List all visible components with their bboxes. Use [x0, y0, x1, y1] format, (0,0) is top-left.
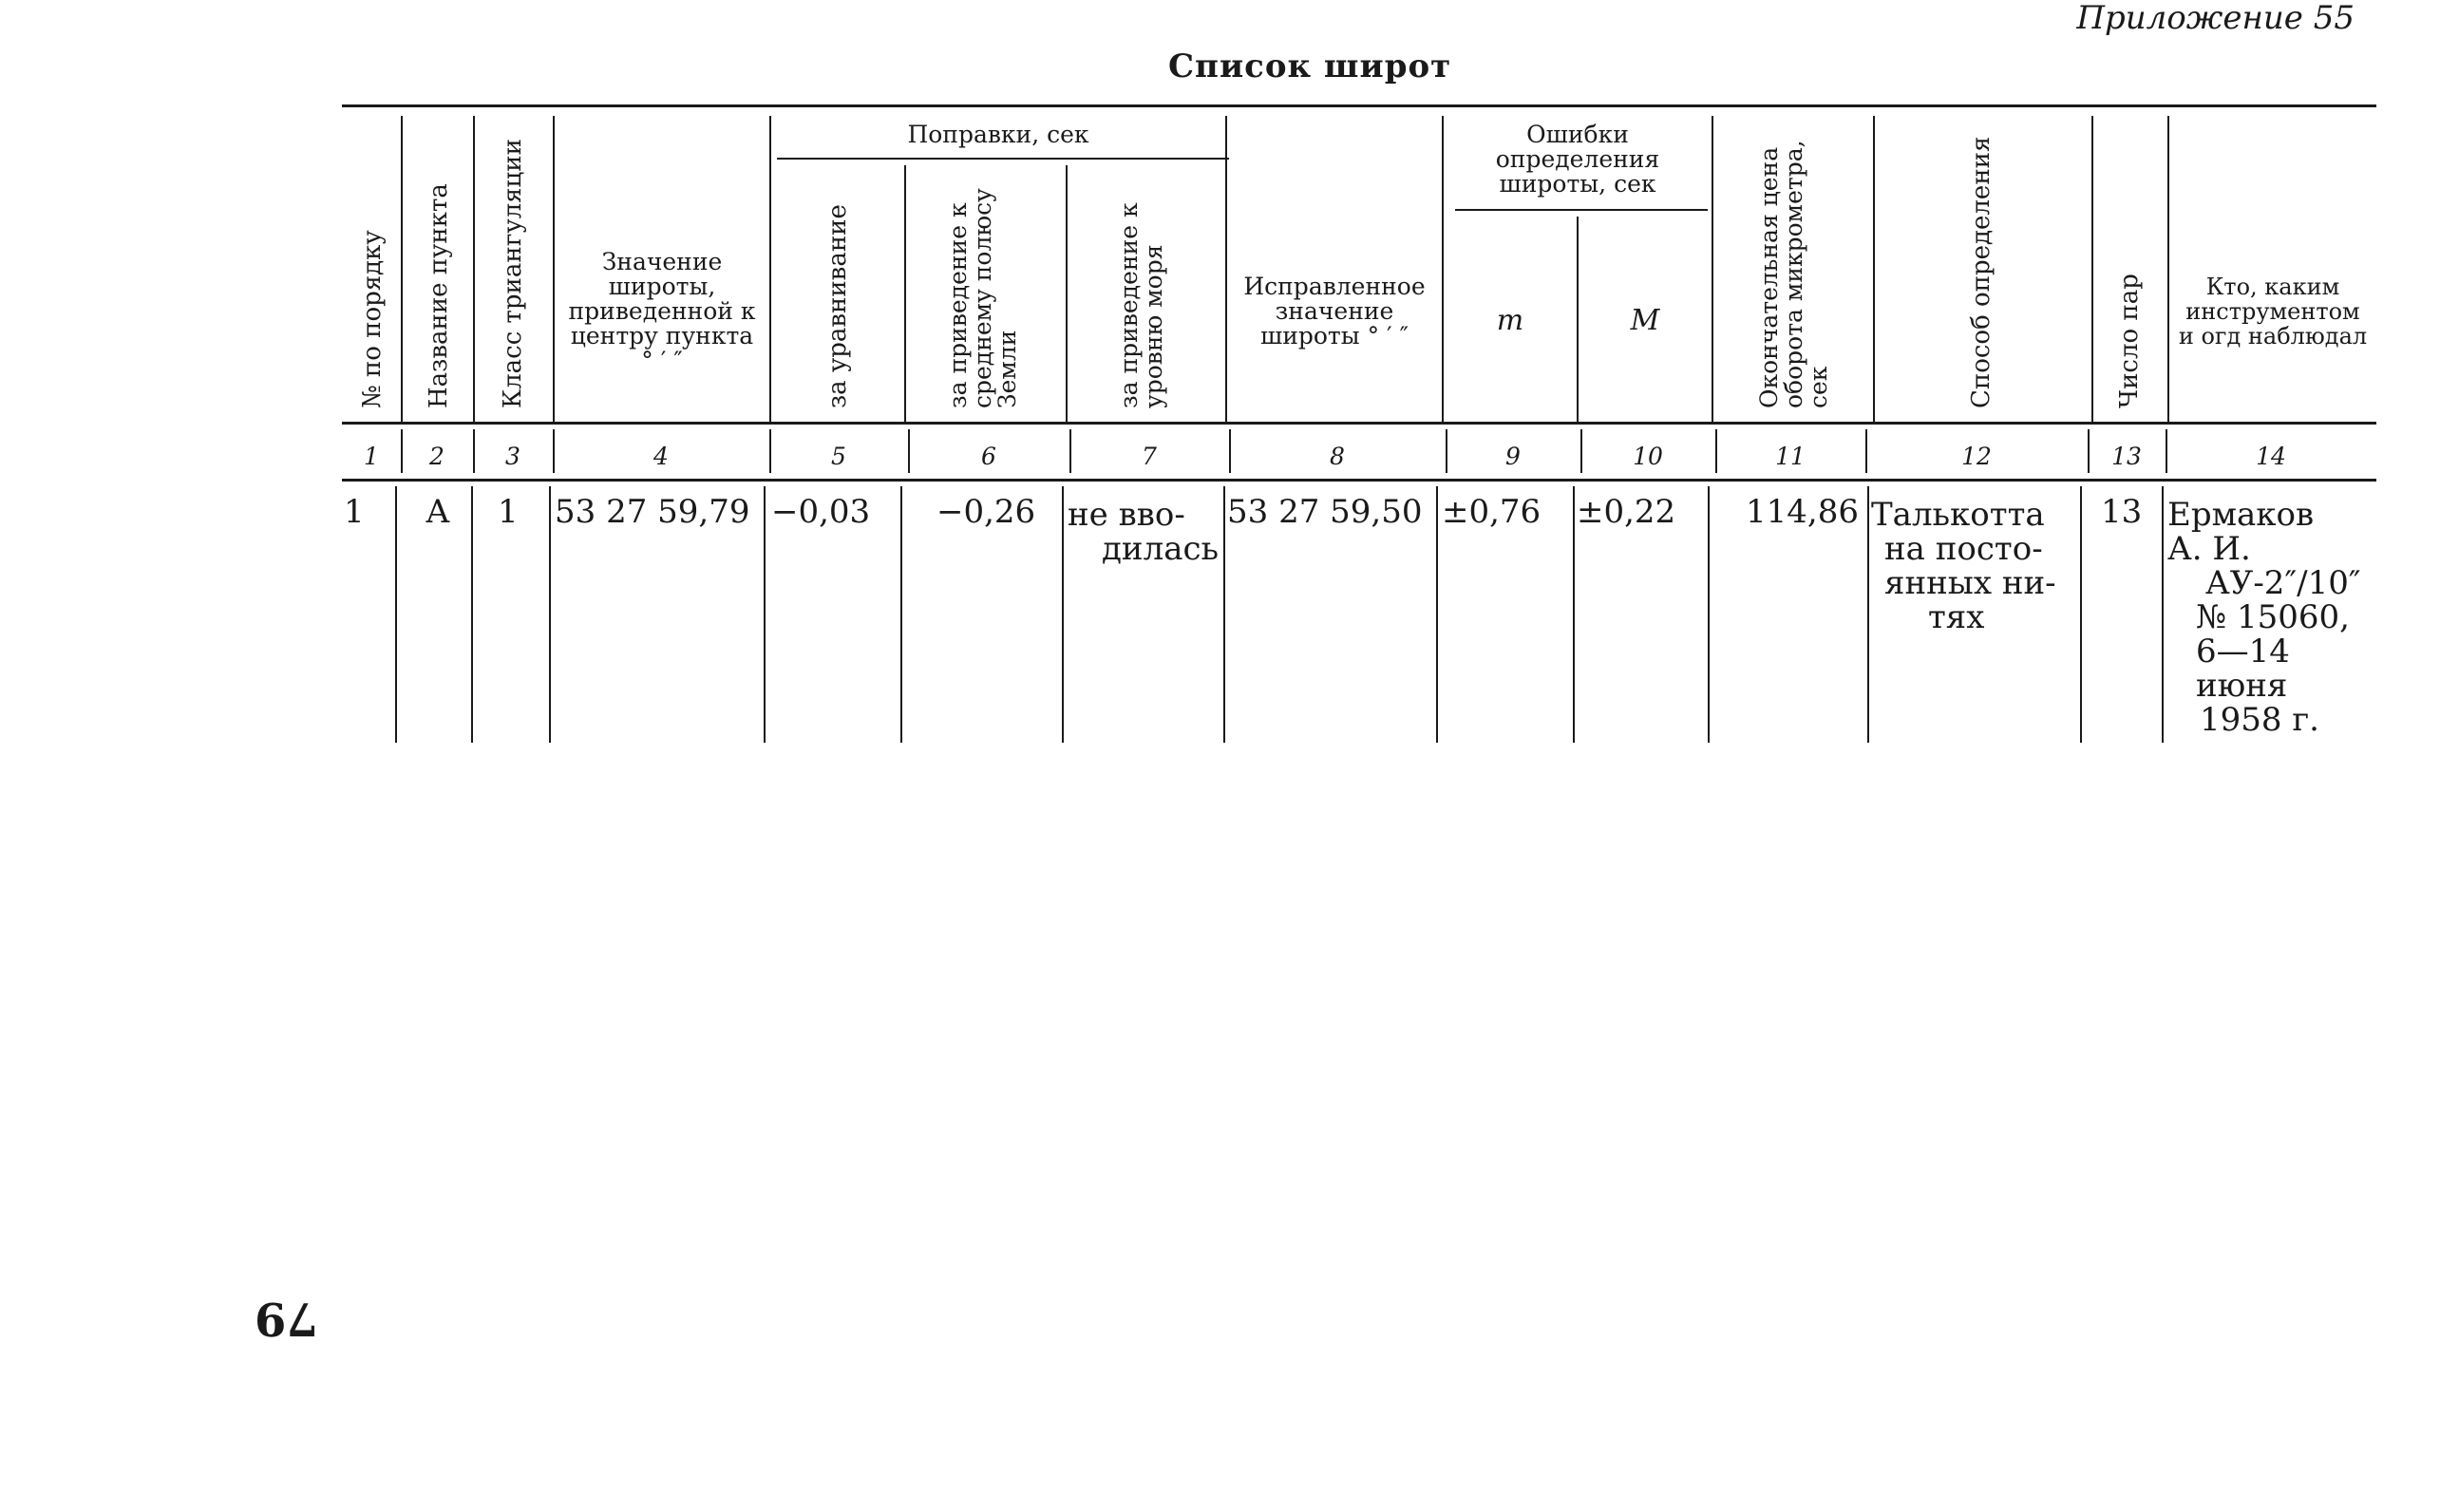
divider [1573, 486, 1575, 743]
col-number: 8 [1330, 442, 1345, 470]
cell-correction-pole: −0,26 [936, 493, 1036, 531]
cell-correction-adjustment: −0,03 [771, 493, 871, 531]
divider [2080, 486, 2082, 743]
col-number: 9 [1505, 442, 1521, 470]
header-col-14: Кто, каким инструментом и огд наблюдал [2178, 274, 2368, 350]
appendix-label: Приложение 55 [2076, 0, 2355, 37]
divider [1712, 116, 1713, 422]
divider [395, 486, 397, 743]
header-col-12: Способ определения [1967, 136, 1996, 408]
page-title: Список широт [1168, 47, 1452, 85]
col-number: 10 [1633, 442, 1663, 470]
cell-micrometer-value: 114,86 [1746, 493, 1859, 531]
divider [1436, 486, 1438, 743]
header-col-1: № по порядку [358, 230, 387, 408]
cell-method: Талькотта на посто- янных ни- тях [1871, 496, 2056, 636]
divider [1867, 486, 1869, 743]
header-col-4: Значение широты, приведенной к центру пункта ° ′ ″ [568, 248, 756, 374]
cell-latitude-corrected: 53 27 59,50 [1227, 493, 1423, 531]
col-number: 2 [429, 442, 445, 470]
divider [2091, 116, 2093, 422]
header-corrections-group: Поправки, сек [907, 121, 1089, 148]
errors-group-rule [1455, 209, 1708, 211]
divider [1873, 116, 1875, 422]
col-number: 6 [981, 442, 996, 470]
divider [900, 486, 902, 743]
header-col-13: Число пар [2115, 274, 2144, 408]
col-number: 4 [653, 442, 669, 470]
divider [553, 116, 555, 422]
header-col-5: за уравнивание [823, 204, 852, 408]
header-col-9: m [1496, 304, 1524, 337]
table-top-rule [342, 104, 2376, 107]
cell-error-m: ±0,76 [1442, 493, 1542, 531]
col-number: 3 [505, 442, 520, 470]
cell-pairs: 13 [2101, 493, 2143, 531]
divider [2162, 486, 2164, 743]
header-col-3: Класс триангуляции [499, 139, 527, 408]
cell-error-M: ±0,22 [1577, 493, 1676, 531]
col-number: 14 [2256, 442, 2286, 470]
header-col-8: Исправленное значение широты ° ′ ″ [1243, 273, 1426, 350]
cell-latitude-center: 53 27 59,79 [555, 493, 750, 531]
divider [904, 165, 906, 422]
cell-observer: Ермаков А. И. АУ-2″/10″ № 15060, 6—14 июня 1958 г. [2167, 496, 2361, 739]
cell-number: 1 [344, 493, 365, 531]
header-col-11: Окончательная цена оборота микрометра, сек [1755, 140, 1832, 408]
col-number: 13 [2111, 442, 2142, 470]
divider [1062, 486, 1064, 743]
corrections-group-rule [777, 158, 1229, 160]
divider [549, 486, 551, 743]
col-number: 11 [1775, 442, 1806, 470]
divider [764, 486, 766, 743]
header-errors-group: Ошибки определения широты, сек [1495, 121, 1660, 198]
col-number: 5 [831, 442, 846, 470]
page-number: 79 [255, 1292, 318, 1345]
header-col-7: за приведение к уровню моря [1115, 202, 1167, 408]
divider [401, 116, 403, 422]
header-col-6: за приведение к среднему полюсу Земли [944, 188, 1021, 408]
col-number: 12 [1961, 442, 1992, 470]
divider [1066, 165, 1068, 422]
latitude-table [342, 103, 2376, 748]
col-number: 7 [1142, 442, 1157, 470]
col-number: 1 [364, 442, 379, 470]
divider [1708, 486, 1710, 743]
divider [769, 116, 771, 422]
numbers-bottom-rule [342, 479, 2376, 482]
header-col-10: M [1630, 304, 1660, 337]
cell-point-name: А [426, 493, 450, 531]
header-col-2: Название пункта [425, 183, 453, 408]
divider [471, 486, 473, 743]
divider [473, 116, 475, 422]
cell-correction-sea-level: не вво- дилась [1068, 496, 1220, 568]
cell-class: 1 [498, 493, 519, 531]
